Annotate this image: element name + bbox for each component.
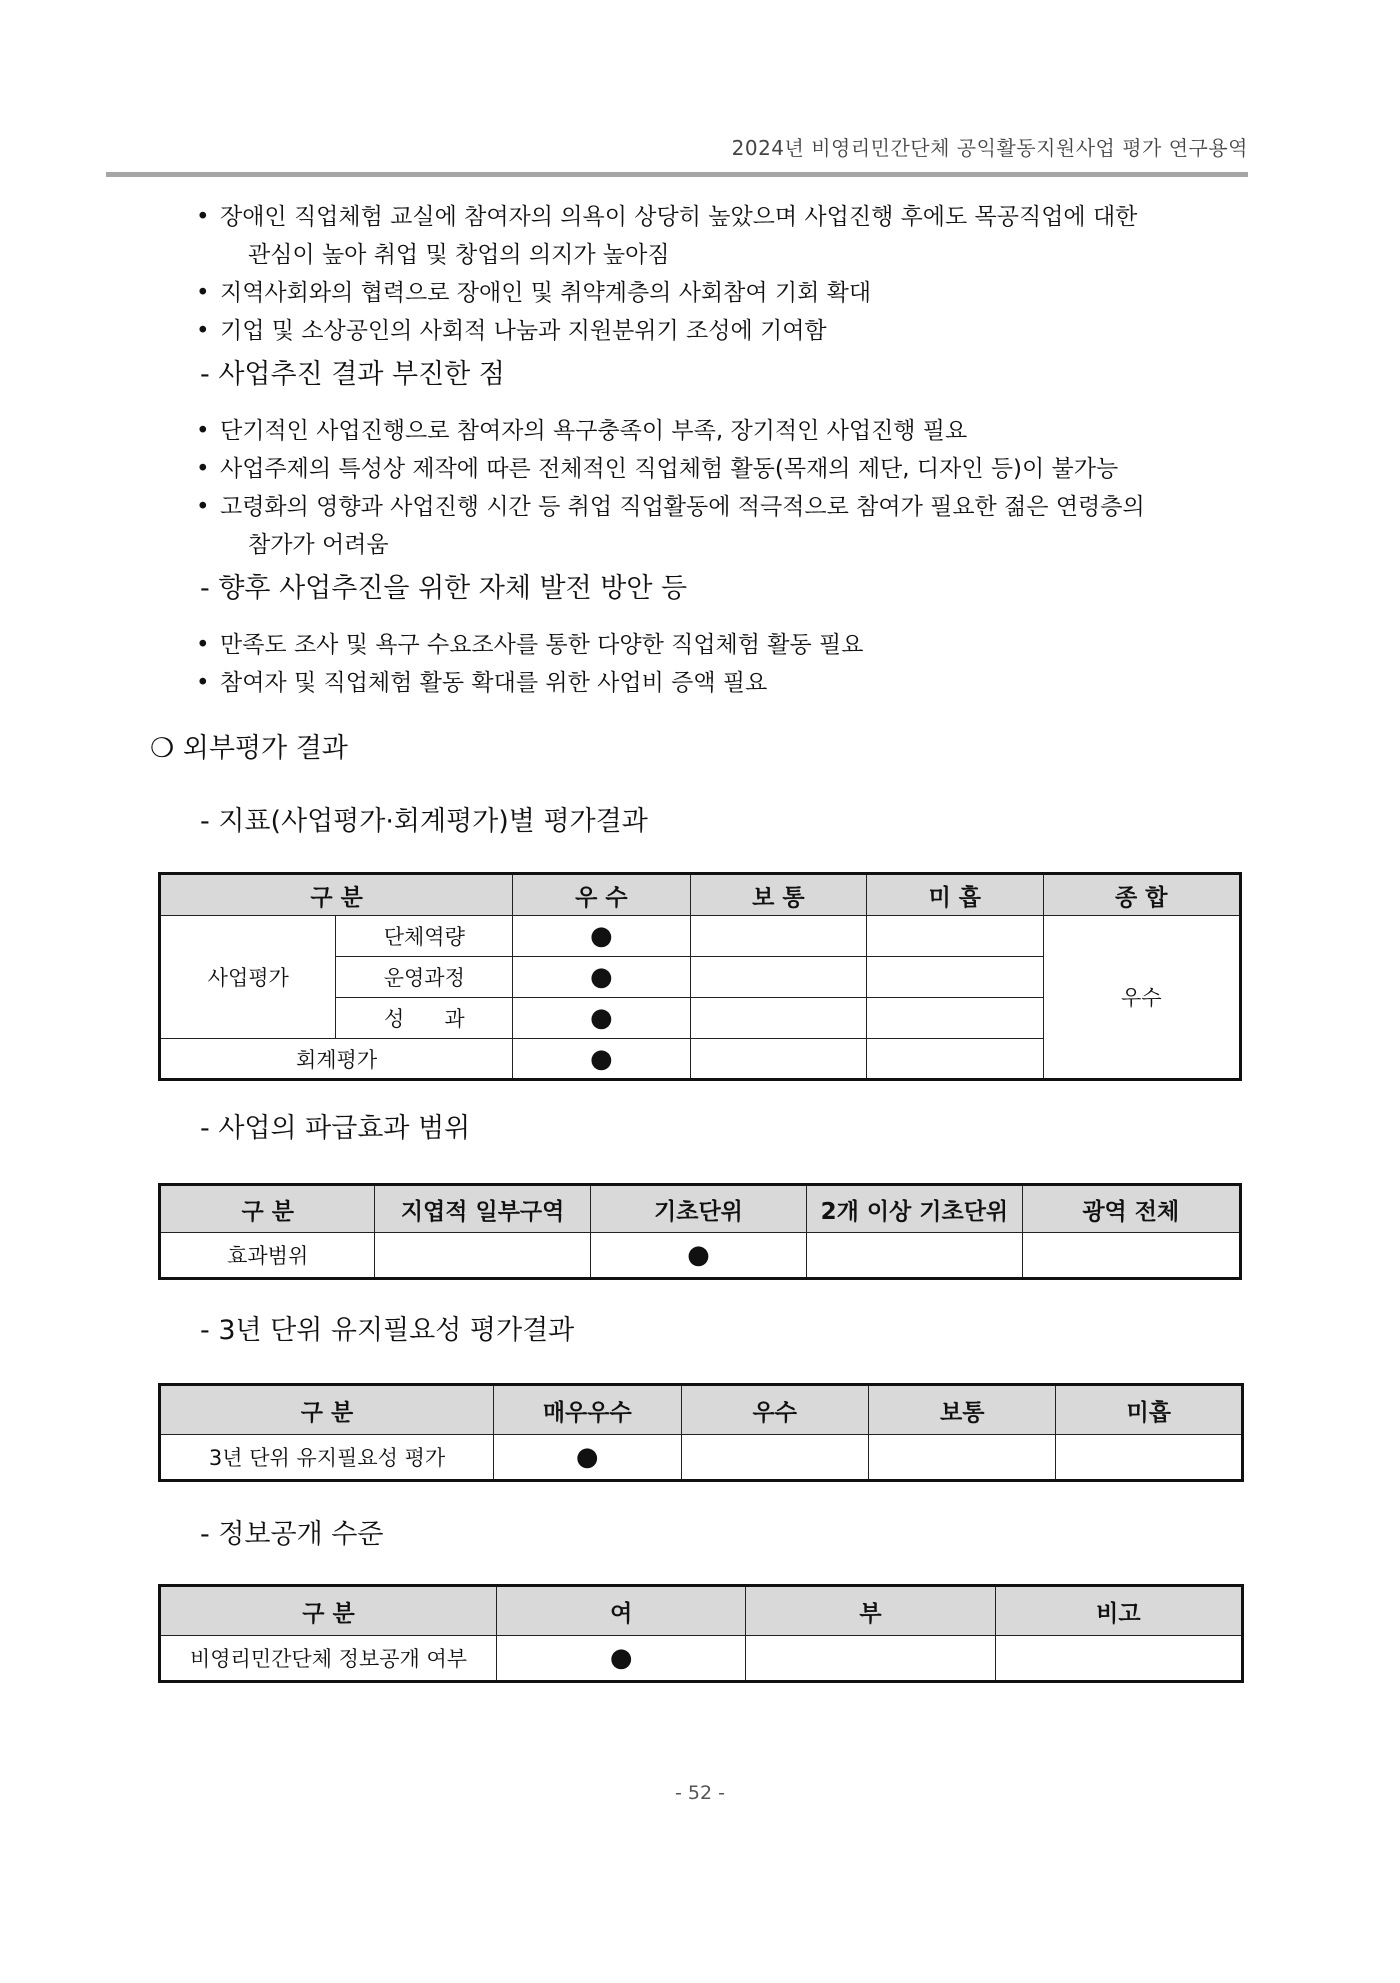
row-label: 단체역량 <box>336 916 513 957</box>
bullet-item: • 만족도 조사 및 욕구 수요조사를 통한 다양한 직업체험 활동 필요 <box>220 626 863 664</box>
selected-mark: ● <box>590 1003 613 1033</box>
bullet-item: • 참여자 및 직업체험 활동 확대를 위한 사업비 증액 필요 <box>220 664 767 702</box>
selected-mark: ● <box>590 921 613 951</box>
col-header: 구 분 <box>160 1385 494 1435</box>
bullet-item <box>220 488 1145 564</box>
table4-heading: - 정보공개 수준 <box>200 1519 384 1550</box>
row-group-label: 사업평가 <box>160 916 336 1039</box>
col-header: 기초단위 <box>590 1185 806 1233</box>
section-heading-external: ❍ 외부평가 결과 <box>150 733 348 764</box>
bullet-item: • 사업주제의 특성상 제작에 따른 전체적인 직업체험 활동(목재의 제단, 디자인 등)이 불가능 <box>220 450 1118 488</box>
row-label: 회계평가 <box>160 1039 513 1080</box>
bullet-line: 참가가 어려움 <box>248 532 389 558</box>
col-header: 우수 <box>681 1385 868 1435</box>
row-label: 성 과 <box>336 998 513 1039</box>
col-header: 보통 <box>869 1385 1056 1435</box>
sustainability-table <box>158 1383 1244 1482</box>
disclosure-table <box>158 1584 1244 1683</box>
col-header: 미흡 <box>1056 1385 1243 1435</box>
col-header: 구 분 <box>160 874 513 916</box>
bullet-line: 관심이 높아 취업 및 창업의 의지가 높아짐 <box>248 242 670 268</box>
col-header: 미 흡 <box>867 874 1043 916</box>
col-header: 여 <box>497 1586 746 1636</box>
bullet-item: • 기업 및 소상공인의 사회적 나눔과 지원분위기 조성에 기여함 <box>220 312 827 350</box>
col-header: 우 수 <box>513 874 690 916</box>
table3-heading: - 3년 단위 유지필요성 평가결과 <box>200 1315 575 1346</box>
bullet-item <box>220 198 1137 274</box>
section-heading-development: - 향후 사업추진을 위한 자체 발전 방안 등 <box>200 573 688 604</box>
selected-mark: ● <box>575 1442 599 1472</box>
row-label: 운영과정 <box>336 957 513 998</box>
table2-heading: - 사업의 파급효과 범위 <box>200 1113 471 1144</box>
bullet-line: 고령화의 영향과 사업진행 시간 등 취업 직업활동에 적극적으로 참여가 필요한 젊은 연령층의 <box>220 494 1145 520</box>
col-header: 비고 <box>995 1586 1242 1636</box>
col-header: 매우우수 <box>494 1385 681 1435</box>
col-header: 구 분 <box>160 1185 375 1233</box>
document-header: 2024년 비영리민간단체 공익활동지원사업 평가 연구용역 <box>731 136 1248 160</box>
selected-mark: ● <box>687 1240 710 1270</box>
overall-result: 우수 <box>1043 916 1240 1080</box>
selected-mark: ● <box>609 1643 633 1673</box>
selected-mark: ● <box>590 962 613 992</box>
col-header: 구 분 <box>160 1586 497 1636</box>
bullet-line: 장애인 직업체험 교실에 참여자의 의욕이 상당히 높았으며 사업진행 후에도 목공직업에 대한 <box>220 204 1138 230</box>
bullet-item: • 지역사회와의 협력으로 장애인 및 취약계층의 사회참여 기회 확대 <box>220 274 871 312</box>
col-header: 지엽적 일부구역 <box>375 1185 590 1233</box>
impact-scope-table <box>158 1183 1242 1280</box>
col-header: 광역 전체 <box>1022 1185 1240 1233</box>
col-header: 보 통 <box>690 874 866 916</box>
section-heading-shortcomings: - 사업추진 결과 부진한 점 <box>200 359 505 390</box>
col-header: 부 <box>746 1586 995 1636</box>
bullet-item: • 단기적인 사업진행으로 참여자의 욕구충족이 부족, 장기적인 사업진행 필요 <box>220 412 967 450</box>
row-label: 3년 단위 유지필요성 평가 <box>160 1435 494 1481</box>
row-label: 비영리민간단체 정보공개 여부 <box>160 1636 497 1682</box>
table1-heading: - 지표(사업평가·회계평가)별 평가결과 <box>200 806 648 837</box>
evaluation-table <box>158 872 1242 1081</box>
header-rule <box>106 172 1248 177</box>
page-number: - 52 - <box>675 1782 725 1804</box>
col-header: 종 합 <box>1043 874 1240 916</box>
row-label: 효과범위 <box>160 1233 375 1279</box>
col-header: 2개 이상 기초단위 <box>807 1185 1022 1233</box>
selected-mark: ● <box>590 1043 613 1074</box>
